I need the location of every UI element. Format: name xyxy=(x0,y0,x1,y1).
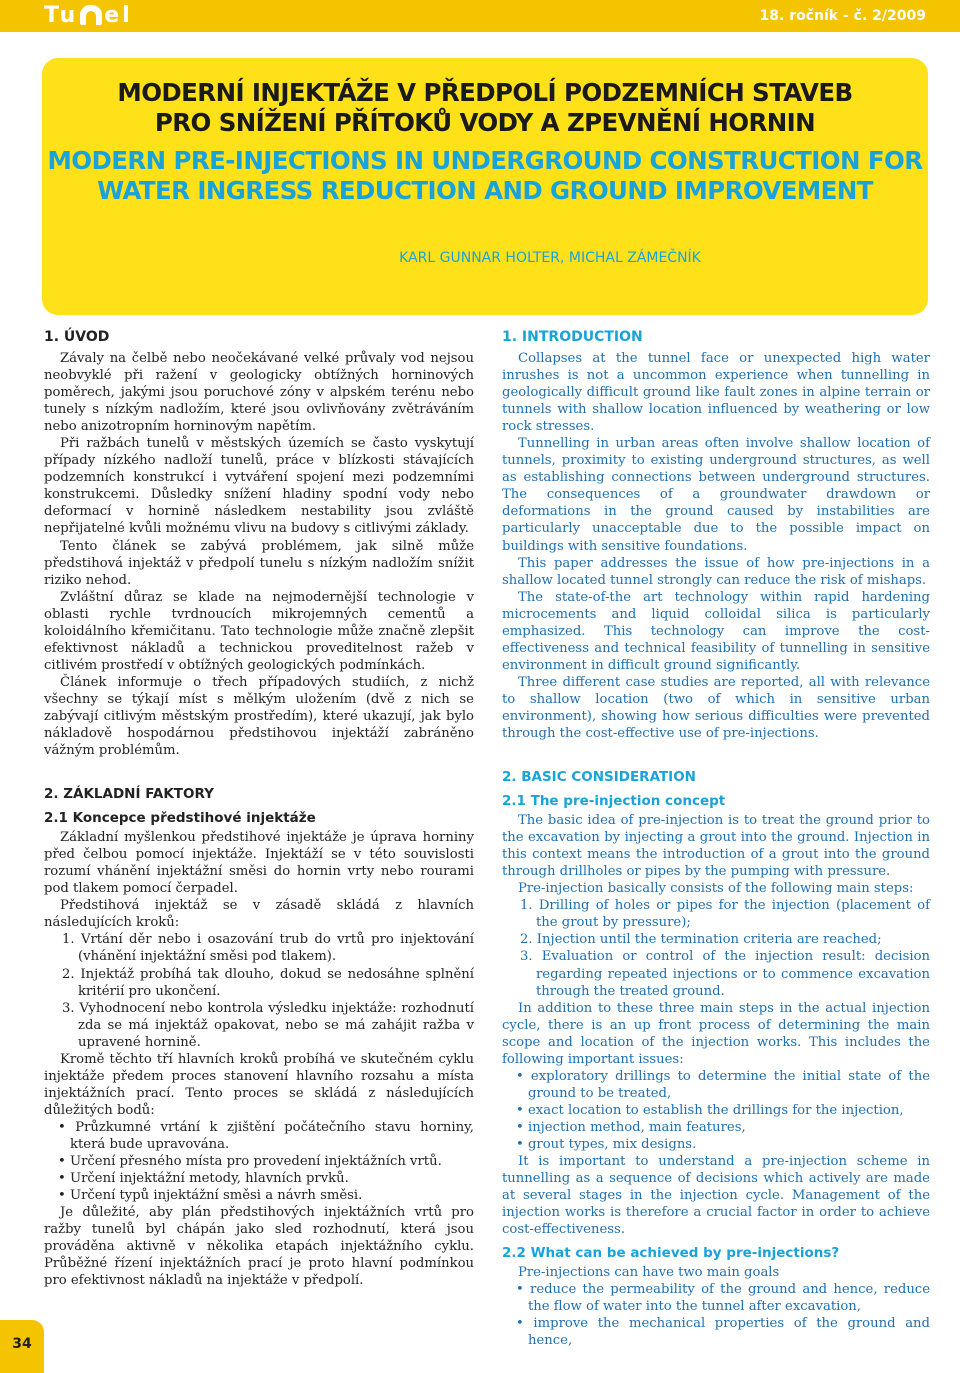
paragraph: Je důležité, aby plán předstihových injektážních vrtů pro ražby tunelů byl chápán jako sled rozhodnutí, která jsou prováděna aktivně v několika etapách injektážního cyklu. Průběžné řízení injektážních prací je proto hlavní podmínkou pro efektivnost nákladů na injektáže v předpolí. xyxy=(44,1205,474,1289)
paragraph: Základní myšlenkou předstihové injektáže je úprava horniny před čelbou pomocí injektáže. Injektáží se v této souvislosti rozumí vhánění injektážní směsi do hornin vrty nebo rourami pod tlakem pomocí čerpadel. xyxy=(44,830,474,897)
english-column xyxy=(502,328,930,1349)
subsection-heading: 2.1 Koncepce předstihové injektáže xyxy=(44,810,316,827)
list-item: • exact location to establish the drillings for the injection, xyxy=(516,1102,904,1118)
title-cz-line1: MODERNÍ INJEKTÁŽE V PŘEDPOLÍ PODZEMNÍCH STAVEB xyxy=(117,78,853,107)
journal-logo xyxy=(44,4,133,28)
list-item: 1. Drilling of holes or pipes for the injection (placement of the grout by pressure); xyxy=(520,898,930,931)
paragraph: Tunnelling in urban areas often involve shallow location of tunnels, proximity to existing underground structures, as well as establishing connections between underground structures. The consequences of a groundwater drawdown or deformations in the ground caused by instabilities are particularly unacceptable due to the possible impact on buildings with sensitive foundations. xyxy=(502,436,930,554)
title-english xyxy=(42,146,928,206)
paragraph: Tento článek se zabývá problémem, jak silně může předstihová injektáž v předpolí tunelu s nízkým nadložím snížit riziko nehod. xyxy=(44,538,474,588)
list-item: 3. Evaluation or control of the injection result: decision regarding repeated injections or to commence excavation through the treated ground. xyxy=(520,949,930,999)
paragraph: In addition to these three main steps in the actual injection cycle, there is an up front process of determining the main scope and location of the injection works. This includes the following important issues: xyxy=(502,1000,930,1067)
paragraph: The state-of-the art technology within rapid hardening microcements and liquid colloidal silica is particularly emphasized. This technology can improve the cost-effectiveness and technical feasibility of tunnelling in sensitive environment in difficult ground significantly. xyxy=(502,589,930,673)
logo-text-right: el xyxy=(104,3,133,28)
authors: KARL GUNNAR HOLTER, MICHAL ZÁMEČNÍK xyxy=(399,250,701,266)
list-item: 1. Vrtání děr nebo i osazování trub do vrtů pro injektování (vhánění injektážní směsi pod tlakem). xyxy=(62,932,474,965)
title-cz-line2: PRO SNÍŽENÍ PŘÍTOKŮ VODY A ZPEVNĚNÍ HORNIN xyxy=(154,108,816,137)
list-item: • exploratory drillings to determine the initial state of the ground to be treated, xyxy=(516,1068,930,1101)
list-item: 3. Vyhodnocení nebo kontrola výsledku injektáže: rozhodnutí zda se má injektáž opakovat, nebo se má zahájit ražba v upravené hornině. xyxy=(62,1000,474,1050)
paragraph: Zvláštní důraz se klade na nejmodernější technologie v oblasti rychle tvrdnoucích mikrojemných cementů a koloidálního křemičitanu. Tato technologie může značně zlepšit efektivnost nákladů a technickou proveditelnost ražeb v citlivém prostředí v obtížných geologických podmínkách. xyxy=(44,589,474,673)
issue-label: 18. ročník - č. 2/2009 xyxy=(759,8,926,24)
tunnel-icon xyxy=(80,5,102,25)
list-item: • improve the mechanical properties of the ground and hence, xyxy=(516,1316,930,1349)
list-item: 2. Injection until the termination criteria are reached; xyxy=(520,932,882,948)
czech-column xyxy=(44,328,474,1289)
logo-text-left: Tu xyxy=(44,3,79,28)
section-heading: 1. ÚVOD xyxy=(44,329,110,345)
steps-list xyxy=(502,897,930,999)
list-item: • Určení přesného místa pro provedení injektážních vrtů. xyxy=(58,1154,442,1170)
bullet-list xyxy=(502,1281,930,1349)
paragraph: Three different case studies are reported, all with relevance to shallow location (two of which in sensitive urban environment), showing how serious difficulties were prevented through the cost-effective use of pre-injections. xyxy=(502,674,930,742)
bullet-list xyxy=(44,1119,474,1204)
paragraph: Pre-injections can have two main goals xyxy=(518,1265,780,1281)
steps-list xyxy=(44,931,474,1050)
list-item: • Určení injektážní metody, hlavních prvků. xyxy=(58,1171,349,1187)
subsection-heading: 2.1 The pre-injection concept xyxy=(502,793,726,810)
list-item: • Průzkumné vrtání k zjištění počátečního stavu horniny, která bude upravována. xyxy=(58,1119,474,1152)
section-heading: 2. BASIC CONSIDERATION xyxy=(502,769,696,786)
paragraph: Předstihová injektáž se v zásadě skládá z hlavních následujících kroků: xyxy=(44,898,474,931)
list-item: • Určení typů injektážní směsi a návrh směsi. xyxy=(58,1188,363,1204)
bullet-list xyxy=(502,1068,930,1153)
title-en-line1: MODERN PRE-INJECTIONS IN UNDERGROUND CONSTRUCTION FOR xyxy=(47,146,923,175)
paragraph: Při ražbách tunelů v městských územích se často vyskytují případy nízkého nadloží tunelů, práce v blízkosti stávajících podzemních konstrukcí i vytváření spojení mezi podzemními konstrukcemi. Důsledky snížení hladiny spodní vody nebo deformací v hornině následkem nestability jsou zvláště nepřijatelné kvůli možnému vlivu na budovy s citlivými základy. xyxy=(44,436,474,537)
list-item: 2. Injektáž probíhá tak dlouho, dokud se nedosáhne splnění kritérií pro ukončení. xyxy=(62,966,474,999)
title-banner xyxy=(42,58,928,315)
paragraph: Pre-injection basically consists of the following main steps: xyxy=(518,881,914,897)
list-item: • injection method, main features, xyxy=(516,1119,746,1135)
subsection-heading: 2.2 What can be achieved by pre-injections? xyxy=(502,1245,840,1262)
paragraph: The basic idea of pre-injection is to treat the ground prior to the excavation by injecting a grout into the ground. Injection in this context means the introduction of a grout into the ground through drillholes or pipes by the pumping with pressure. xyxy=(502,813,930,880)
paragraph: Kromě těchto tří hlavních kroků probíhá ve skutečném cyklu injektáže předem proces stanovení hlavního rozsahu a místa injektážních prací. Tento proces se skládá z následujících důležitých bodů: xyxy=(44,1051,474,1118)
paragraph: This paper addresses the issue of how pre-injections in a shallow located tunnel strongly can reduce the risk of mishaps. xyxy=(502,555,930,588)
section-heading: 1. INTRODUCTION xyxy=(502,329,643,345)
list-item: • grout types, mix designs. xyxy=(516,1136,697,1152)
paragraph: Collapses at the tunnel face or unexpected high water inrushes is not a uncommon experience when tunnelling in geologically difficult ground like fault zones in alpine terrain or tunnels with shallow location influenced by weathering or low rock stresses. xyxy=(502,351,930,435)
section-heading: 2. ZÁKLADNÍ FAKTORY xyxy=(44,786,214,803)
paragraph: Článek informuje o třech případových studiích, z nichž všechny se týkají míst s mělkým uložením (dvě z nich se zabývají citlivým městským prostředím), které ukazují, jak bylo nákladově hospodárnou předstihovou injektáží zabráněno vážným problémům. xyxy=(44,674,474,759)
list-item: • reduce the permeability of the ground and hence, reduce the flow of water into the tunnel after excavation, xyxy=(516,1282,930,1315)
paragraph: Závaly na čelbě nebo neočekávané velké průvaly vod nejsou neobvyklé při ražení v geologicky obtížných horninových poměrech, jakými jsou poruchové zóny v alpském terénu nebo tunely s nízkým nadložím, které jsou ovlivňovány zvětráváním nebo anizotropním horninovým napětím. xyxy=(44,351,474,435)
title-en-line2: WATER INGRESS REDUCTION AND GROUND IMPROVEMENT xyxy=(97,176,873,205)
page-number: 34 xyxy=(12,1336,32,1352)
title-czech xyxy=(42,78,928,138)
paragraph: It is important to understand a pre-injection scheme in tunnelling as a sequence of decisions which actively are made at several stages in the injection cycle. Management of the injection works is therefore a crucial factor in order to achieve cost-effectiveness. xyxy=(502,1154,930,1238)
